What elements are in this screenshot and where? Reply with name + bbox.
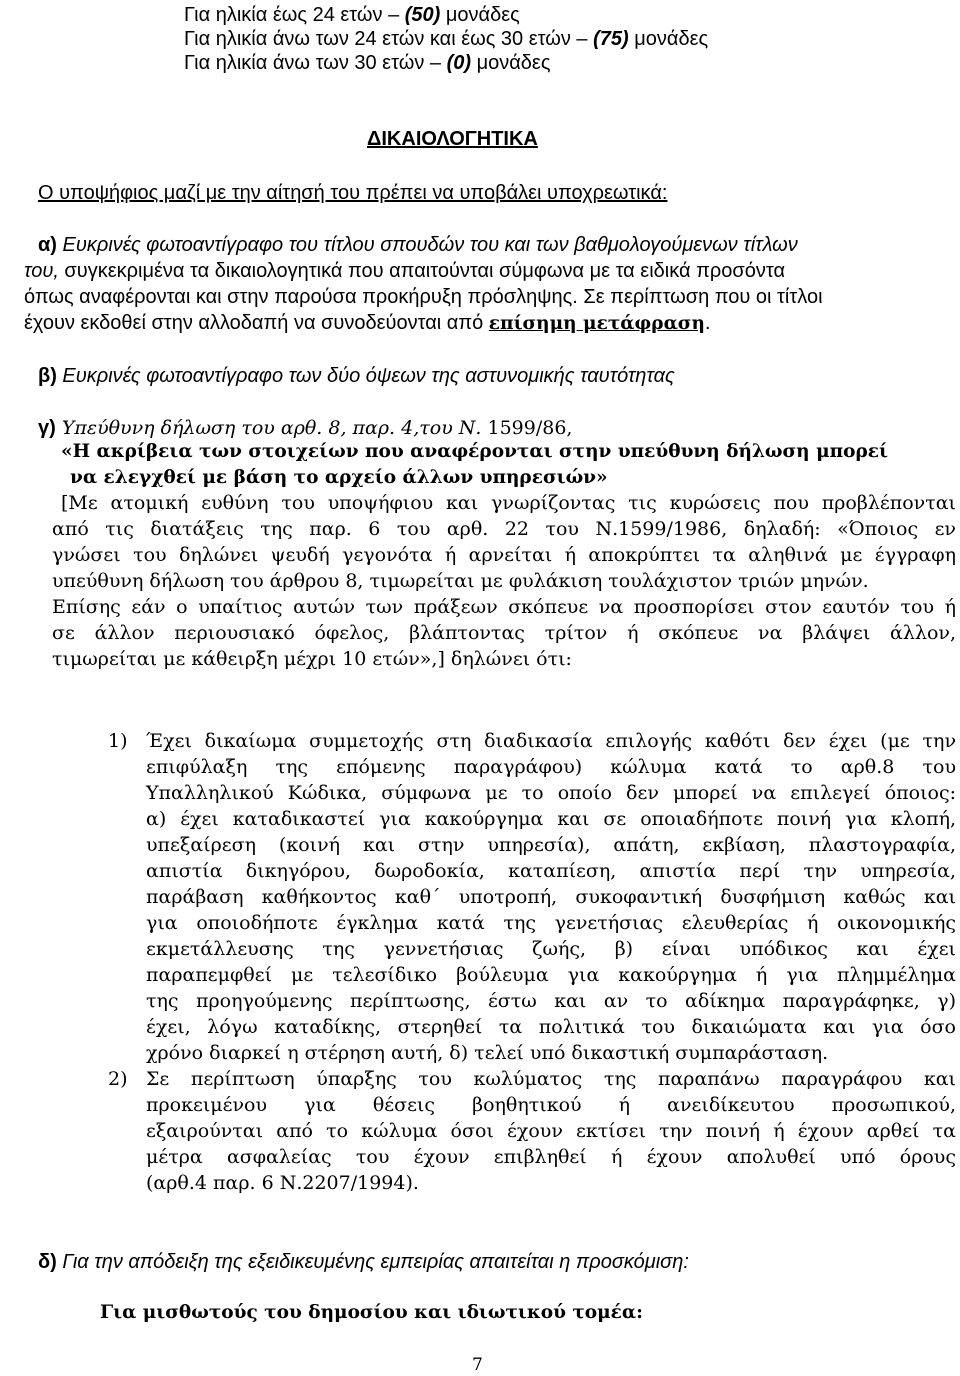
age-line-3-text: Για ηλικία άνω των 30 ετών – — [184, 52, 447, 74]
age-line-1-unit: μονάδες — [440, 4, 520, 26]
age-line-1-text: Για ηλικία έως 24 ετών – — [184, 4, 405, 26]
age-line-3-points: (0) — [446, 52, 472, 74]
item-d-text: Για την απόδειξη της εξειδικευμένης εμπειρίας απαιτείται η προσκόμιση: — [56, 1251, 689, 1273]
item-a-label: α) — [38, 234, 57, 256]
item-c-line — [38, 418, 572, 438]
age-line-3-unit: μονάδες — [471, 52, 551, 74]
list-item-2-number: 2) — [108, 1068, 128, 1090]
list-item-1-number: 1) — [108, 730, 128, 752]
item-c-text-rest: 1599/86, — [481, 417, 573, 439]
age-line-2-unit: μονάδες — [628, 28, 709, 50]
employees-subheading: Για μισθωτούς του δημοσίου και ιδιωτικού τομέα: — [100, 1302, 643, 1323]
item-c-label: γ) — [38, 417, 56, 439]
list-item-1-line-11: της προηγούμενης περίπτωσης, έστω και αν το αδίκημα παραγράφηκε, γ) — [146, 990, 956, 1012]
list-item-2-line-5: (αρθ.4 παρ. 6 Ν.2207/1994). — [146, 1172, 419, 1194]
item-c-bold-line-2: να ελεγχθεί με βάση το αρχείο άλλων υπηρεσιών» — [70, 467, 608, 488]
list-item-2-line-4: μέτρα ασφαλείας του έχουν επιβληθεί ή έχουν απολυθεί υπό όρους — [146, 1146, 956, 1168]
list-item-1-line-12: έχει, λόγω καταδίκης, στερηθεί τα πολιτικά του δικαιώματα και για όσο — [146, 1016, 956, 1038]
list-item-1-line-8: για οποιοδήποτε έγκλημα κατά της γενετήσιας ελευθερίας ή οικονομικής — [146, 912, 956, 934]
item-a-text-1: Ευκρινές φωτοαντίγραφο του τίτλου σπουδών του και των βαθμολογούμενων τίτλων — [56, 234, 798, 256]
item-b-label: β) — [38, 365, 57, 387]
item-d-label: δ) — [38, 1251, 57, 1273]
item-c-body-line-7: τιμωρείται με κάθειρξη μέχρι 10 ετών»,] δηλώνει ότι: — [52, 648, 572, 670]
intro-line: Ο υποψήφιος μαζί με την αίτησή του πρέπει να υποβάλει υποχρεωτικά: — [38, 182, 668, 204]
list-item-2-line-1: Σε περίπτωση ύπαρξης του κωλύματος της παραπάνω παραγράφου και — [146, 1068, 956, 1090]
item-d-line — [38, 1252, 689, 1272]
item-a-official-translation: επίσημη μετάφραση — [488, 313, 705, 334]
age-line-1 — [184, 5, 520, 25]
list-item-1-line-2: επιφύλαξη της επόμενης παραγράφου) κώλυμα κατά το αρθ.8 του — [146, 756, 956, 778]
list-item-1-line-3: Υπαλληλικού Κώδικα, σύμφωνα με το οποίο δεν μπορεί να επιλεγεί όποιος: — [146, 782, 956, 804]
list-item-1-line-1: Έχει δικαίωμα συμμετοχής στη διαδικασία επιλογής καθότι δεν έχει (με την — [146, 730, 956, 752]
item-b-text: Ευκρινές φωτοαντίγραφο των δύο όψεων της αστυνομικής ταυτότητας — [56, 365, 675, 387]
age-line-2-points: (75) — [593, 28, 629, 50]
item-a-text-2b: συγκεκριμένα τα δικαιολογητικά που απαιτούνται σύμφωνα με τα ειδικά προσόντα — [58, 260, 786, 282]
item-b-line — [38, 366, 675, 386]
list-item-2-line-3: εξαιρούνται από το κώλυμα όσοι έχουν εκτίσει την ποινή ή έχουν αρθεί τα — [146, 1120, 956, 1142]
item-c-body-line-6: σε άλλον περιουσιακό όφελος, βλάπτοντας τρίτον ή σκόπευε να βλάψει άλλον, — [52, 622, 956, 644]
item-a-line-3: όπως αναφέρονται και στην παρούσα προκήρυξη πρόσληψης. Σε περίπτωση που οι τίτλοι — [24, 286, 823, 308]
item-c-body-line-2: από τις διατάξεις της παρ. 6 του αρθ. 22 του Ν.1599/1986, δηλαδή: «Όποιος εν — [52, 518, 956, 540]
list-item-1-line-5: υπεξαίρεση (κοινή και στην υπηρεσία), απάτη, εκβίαση, πλαστογραφία, — [146, 834, 956, 856]
item-c-body-line-3: γνώσει του δηλώνει ψευδή γεγονότα ή αρνείται ή αποκρύπτει τα αληθινά με έγγραφη — [52, 544, 956, 566]
section-heading: ΔΙΚΑΙΟΛΟΓΗΤΙΚΑ — [367, 128, 538, 150]
age-line-2 — [184, 29, 708, 49]
item-c-text-italic: Υπεύθυνη δήλωση του αρθ. 8, παρ. 4,του Ν. — [55, 417, 482, 439]
item-c-body-line-4: υπεύθυνη δήλωση του άρθρου 8, τιμωρείται με φυλάκιση τουλάχιστον τριών μηνών. — [52, 570, 869, 592]
list-item-1-line-7: παράβαση καθήκοντος καθ΄ υποτροπή, συκοφαντική δυσφήμιση καθώς και — [146, 886, 956, 908]
item-a-text-2a: του, — [24, 260, 59, 282]
page-number: 7 — [472, 1355, 483, 1375]
item-a-text-4-end: . — [704, 312, 711, 334]
item-a-text-4: έχουν εκδοθεί στην αλλοδαπή να συνοδεύονται από — [24, 312, 489, 334]
list-item-1-line-4: α) έχει καταδικαστεί για κακούργημα και σε οποιαδήποτε ποινή για κλοπή, — [146, 808, 956, 830]
item-c-body-line-5: Επίσης εάν ο υπαίτιος αυτών των πράξεων σκόπευε να προσπορίσει στον εαυτόν του ή — [52, 596, 956, 618]
age-line-2-text: Για ηλικία άνω των 24 ετών και έως 30 ετών – — [184, 28, 594, 50]
item-c-body-line-1: [Με ατομική ευθύνη του υποψήφιου και γνωρίζοντας τις κυρώσεις που προβλέπονται — [61, 492, 956, 514]
list-item-1-line-13: χρόνο διαρκεί η στέρηση αυτή, δ) τελεί υπό δικαστική συμπαράσταση. — [146, 1042, 829, 1064]
item-a-line-4 — [24, 313, 710, 334]
list-item-1-line-10: παραπεμφθεί με τελεσίδικο βούλευμα για κακούργημα ή για πλημμέλημα — [146, 964, 956, 986]
list-item-1-line-9: εκμετάλλευσης της γεννετήσιας ζωής, β) είναι υπόδικος και έχει — [146, 938, 956, 960]
age-line-1-points: (50) — [404, 4, 441, 26]
item-c-bold-line-1: «Η ακρίβεια των στοιχείων που αναφέρονται στην υπεύθυνη δήλωση μπορεί — [61, 441, 888, 462]
list-item-2-line-2: προκειμένου για θέσεις βοηθητικού ή ανειδίκευτου προσωπικού, — [146, 1094, 956, 1116]
item-a-line-2 — [24, 261, 785, 281]
age-line-3 — [184, 53, 550, 73]
list-item-1-line-6: απιστία δικηγόρου, δωροδοκία, καταπίεση, απιστία περί την υπηρεσία, — [146, 860, 956, 882]
item-a-line-1 — [38, 235, 798, 255]
